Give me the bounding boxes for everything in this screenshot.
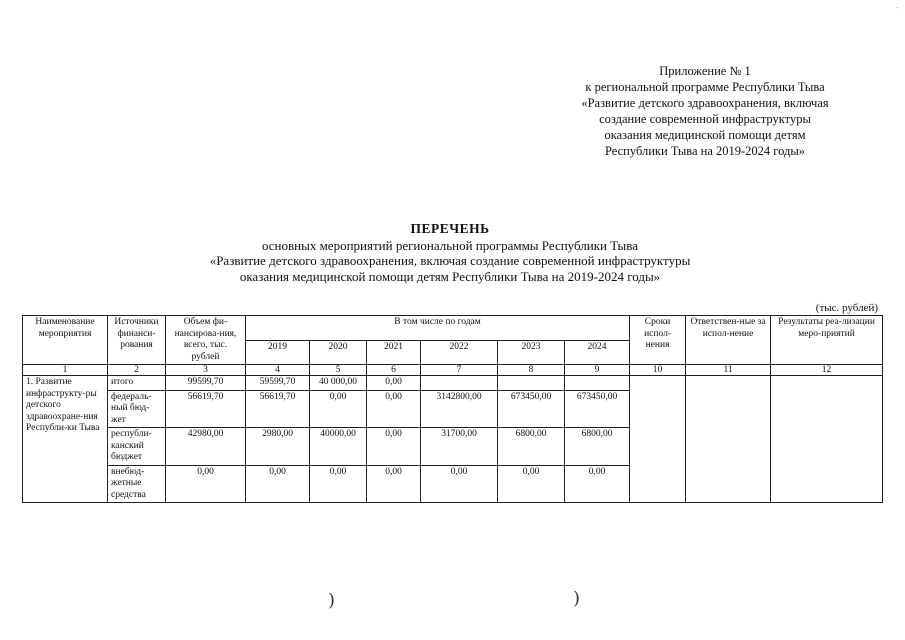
year-cell: 0,00 — [367, 465, 421, 503]
year-cell: 56619,70 — [246, 390, 310, 428]
header-year: 2024 — [565, 340, 630, 365]
scan-mark: ` — [896, 6, 899, 15]
year-cell: 40 000,00 — [310, 376, 367, 391]
year-cell: 40000,00 — [310, 428, 367, 466]
pen-mark: ) — [573, 588, 581, 609]
header-year: 2019 — [246, 340, 310, 365]
appendix-line: Республики Тыва на 2019-2024 годы» — [604, 144, 806, 158]
header-total: Объем фи-нансирова-ния, всего, тыс. рублей — [166, 316, 246, 365]
year-cell: 31700,00 — [421, 428, 498, 466]
appendix-line: оказания медицинской помощи детям — [604, 128, 806, 142]
year-cell: 0,00 — [498, 465, 565, 503]
column-number: 12 — [771, 365, 883, 376]
document-title — [120, 221, 780, 284]
title-line: оказания медицинской помощи детям Республики Тыва на 2019-2024 годы» — [239, 268, 661, 284]
total-cell: 42980,00 — [166, 428, 246, 466]
funding-source: внебюд-жетные средства — [108, 465, 166, 503]
year-cell: 0,00 — [310, 390, 367, 428]
year-cell: 0,00 — [367, 390, 421, 428]
header-year: 2022 — [421, 340, 498, 365]
year-cell: 0,00 — [421, 465, 498, 503]
year-cell: 2980,00 — [246, 428, 310, 466]
column-number: 11 — [686, 365, 771, 376]
header-source: Источники финанси-рования — [108, 316, 166, 365]
pen-mark: ) — [328, 590, 336, 611]
header-results: Результаты реа-лизации меро-приятий — [771, 316, 883, 365]
year-cell — [565, 376, 630, 391]
header-by-year: В том числе по годам — [246, 316, 630, 341]
header-year: 2023 — [498, 340, 565, 365]
column-number-row — [23, 365, 883, 376]
total-cell: 56619,70 — [166, 390, 246, 428]
total-cell: 99599,70 — [166, 376, 246, 391]
title-heading: ПЕРЕЧЕНЬ — [410, 221, 490, 236]
year-cell: 673450,00 — [498, 390, 565, 428]
column-number: 2 — [108, 365, 166, 376]
results-cell — [771, 376, 883, 503]
header-year: 2021 — [367, 340, 421, 365]
deadline-cell — [630, 376, 686, 503]
appendix-line: Приложение № 1 — [659, 64, 751, 78]
column-number: 1 — [23, 365, 108, 376]
year-cell: 0,00 — [565, 465, 630, 503]
header-responsible: Ответствен-ные за испол-нение — [686, 316, 771, 365]
column-number: 5 — [310, 365, 367, 376]
column-number: 8 — [498, 365, 565, 376]
column-number: 3 — [166, 365, 246, 376]
appendix-line: к региональной программе Республики Тыва — [585, 80, 825, 94]
units-note: (тыс. рублей) — [815, 302, 878, 314]
column-number: 7 — [421, 365, 498, 376]
year-cell — [498, 376, 565, 391]
total-cell: 0,00 — [166, 465, 246, 503]
header-deadline: Сроки испол-нения — [630, 316, 686, 365]
appendix-line: «Развитие детского здравоохранения, включая — [581, 96, 829, 110]
year-cell: 0,00 — [246, 465, 310, 503]
year-cell: 673450,00 — [565, 390, 630, 428]
header-year: 2020 — [310, 340, 367, 365]
year-cell: 6800,00 — [498, 428, 565, 466]
column-number: 9 — [565, 365, 630, 376]
year-cell: 0,00 — [310, 465, 367, 503]
year-cell — [421, 376, 498, 391]
activity-name: 1. Развитие инфраструкту-ры детского здравоохране-ния Республи-ки Тыва — [23, 376, 108, 503]
appendix-line: создание современной инфраструктуры — [599, 112, 811, 126]
year-cell: 0,00 — [367, 376, 421, 391]
header-name: Наименование мероприятия — [23, 316, 108, 365]
title-line: основных мероприятий региональной программы Республики Тыва — [261, 237, 639, 253]
responsible-cell — [686, 376, 771, 503]
year-cell: 3142800,00 — [421, 390, 498, 428]
title-line: «Развитие детского здравоохранения, включая создание современной инфраструктуры — [209, 253, 691, 268]
year-cell: 59599,70 — [246, 376, 310, 391]
appendix-header — [540, 63, 870, 159]
funding-source: федераль-ный бюд-жет — [108, 390, 166, 428]
year-cell: 0,00 — [367, 428, 421, 466]
column-number: 4 — [246, 365, 310, 376]
column-number: 10 — [630, 365, 686, 376]
funding-source: республи-канский бюджет — [108, 428, 166, 466]
funding-source: итого — [108, 376, 166, 391]
column-number: 6 — [367, 365, 421, 376]
year-cell: 6800,00 — [565, 428, 630, 466]
table-row — [23, 376, 883, 391]
activities-table — [22, 315, 883, 503]
